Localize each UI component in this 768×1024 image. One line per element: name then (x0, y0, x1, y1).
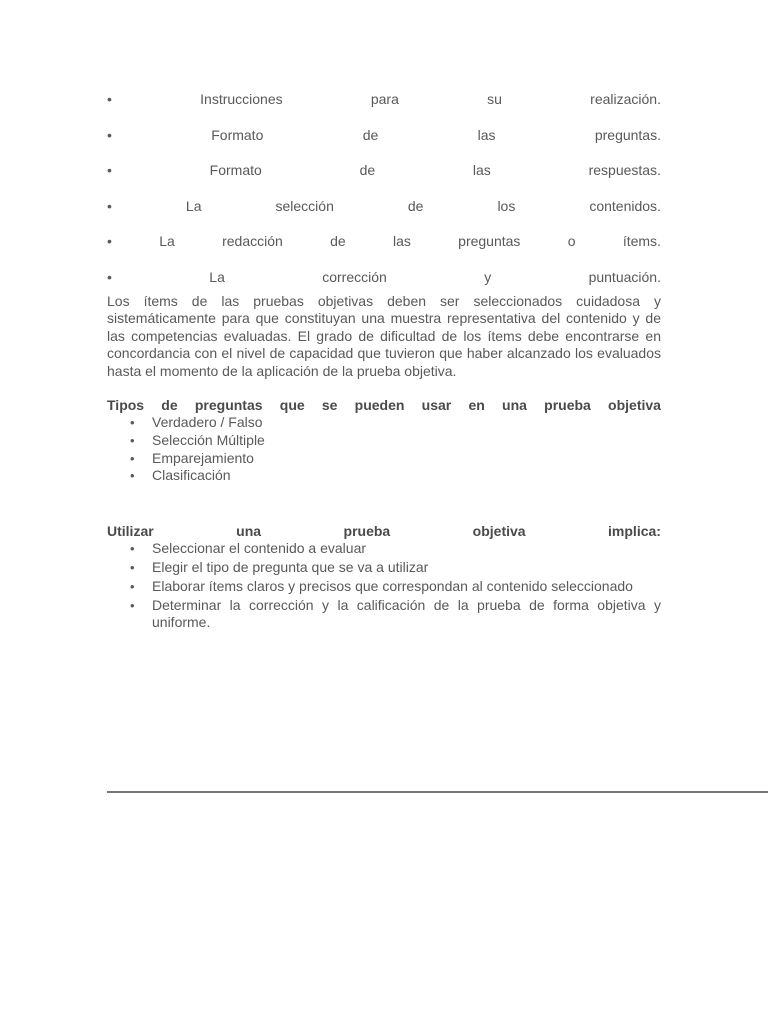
bullet-line-word: o (567, 233, 576, 250)
list-item-text: Elaborar ítems claros y precisos que correspondan al contenido seleccionado (152, 577, 633, 594)
bullet-marker: • (107, 197, 112, 214)
list-item (107, 432, 661, 450)
heading-word: una (502, 397, 527, 414)
list-item-text: Seleccionar el contenido a evaluar (152, 540, 367, 557)
list-bullet: • (130, 560, 135, 576)
list-item-text: Determinar la corrección y la calificación de la prueba de forma objetiva y uniforme. (152, 596, 661, 631)
heading-word: Utilizar (107, 523, 154, 540)
bullet-line-word: Formato (211, 126, 264, 143)
heading-word: usar (421, 397, 452, 414)
bullet-line-word: selección (275, 197, 334, 214)
bullet-line-word: para (370, 91, 399, 107)
list-bullet: • (130, 541, 135, 557)
bullet-line-word: su (487, 91, 502, 107)
bullet-line-word: preguntas (458, 233, 521, 250)
list-item (107, 450, 661, 468)
bullet-line (107, 91, 661, 108)
list-bullet: • (130, 432, 135, 448)
bullet-line-word: respuestas. (588, 162, 661, 179)
bullet-line-word: las (472, 162, 491, 179)
bullet-lines (107, 91, 661, 286)
heading-word: implica: (608, 523, 661, 540)
document-body (107, 91, 661, 633)
list-item (107, 559, 661, 577)
bullet-line (107, 198, 661, 215)
heading-word: objetiva (608, 397, 661, 414)
horizontal-rule (107, 791, 768, 793)
heading-word: se (321, 397, 338, 414)
bullet-line-word: contenidos. (589, 197, 661, 214)
bullet-line-word: de (362, 126, 379, 143)
heading-word: prueba (343, 523, 391, 540)
heading-implies (107, 523, 661, 540)
heading-word: Tipos (107, 397, 145, 414)
heading-word: preguntas (194, 397, 263, 414)
heading-word: prueba (544, 397, 591, 414)
bullet-line (107, 233, 661, 250)
bullet-marker: • (107, 126, 112, 143)
bullet-line-word: de (407, 197, 424, 214)
list-item-text: Clasificación (152, 467, 231, 484)
spacer (107, 485, 661, 523)
bullet-marker: • (107, 162, 112, 179)
bullet-marker: • (107, 233, 112, 250)
bullet-line-word: puntuación. (588, 268, 661, 285)
bullet-line-word: de (330, 233, 346, 250)
bullet-line-word: redacción (222, 233, 283, 250)
heading-word: en (468, 397, 485, 414)
bullet-line-word: de (359, 162, 376, 179)
bullet-line-word: corrección (322, 268, 387, 285)
bullet-line (107, 162, 661, 179)
list-item-text: Selección Múltiple (152, 431, 265, 448)
bullet-line-word: los (497, 197, 516, 214)
list-bullet: • (130, 450, 135, 466)
list-item-text: Verdadero / Falso (152, 414, 263, 431)
heading-question-types (107, 397, 661, 414)
bullet-line-word: Formato (209, 162, 262, 179)
bullet-line-word: realización. (590, 91, 661, 107)
list-item (107, 414, 661, 432)
bullet-line-word: La (209, 268, 225, 285)
implies-list (107, 540, 661, 632)
list-item-text: Elegir el tipo de pregunta que se va a utilizar (152, 559, 429, 576)
body-paragraph: Los ítems de las pruebas objetivas deben ser seleccionados cuidadosa y sistemáticamente para que constituyan una muestra representativa del contenido y de las competencias evaluadas. El grado de dificultad de los ítems debe encontrarse en concordancia con el nivel de capacidad que tuvieron que haber alcanzado los evaluados hasta el momento de la aplicación de la prueba objetiva. (107, 292, 661, 379)
bullet-line (107, 127, 661, 144)
bullet-marker: • (107, 91, 112, 107)
bullet-line-word: y (484, 268, 492, 285)
list-item (107, 597, 661, 633)
list-item (107, 467, 661, 485)
heading-word: que (279, 397, 305, 414)
heading-word: de (161, 397, 178, 414)
bullet-line-word: La (159, 233, 175, 250)
bullet-line-word: las (477, 126, 496, 143)
bullet-line-word: preguntas. (594, 126, 661, 143)
bullet-line (107, 269, 661, 286)
list-bullet: • (130, 415, 135, 431)
question-types-list (107, 414, 661, 485)
list-item (107, 578, 661, 596)
list-item (107, 540, 661, 558)
list-bullet: • (130, 578, 135, 594)
list-bullet: • (130, 468, 135, 484)
bullet-line-word: las (392, 233, 411, 250)
bullet-line-word: Instrucciones (200, 91, 283, 107)
heading-word: objetiva (472, 523, 526, 540)
bullet-line-word: ítems. (622, 233, 661, 250)
bullet-marker: • (107, 268, 112, 285)
bullet-line-word: La (185, 197, 202, 214)
heading-word: pueden (354, 397, 405, 414)
list-item-text: Emparejamiento (152, 449, 254, 466)
heading-word: una (236, 523, 262, 540)
list-bullet: • (130, 597, 135, 613)
